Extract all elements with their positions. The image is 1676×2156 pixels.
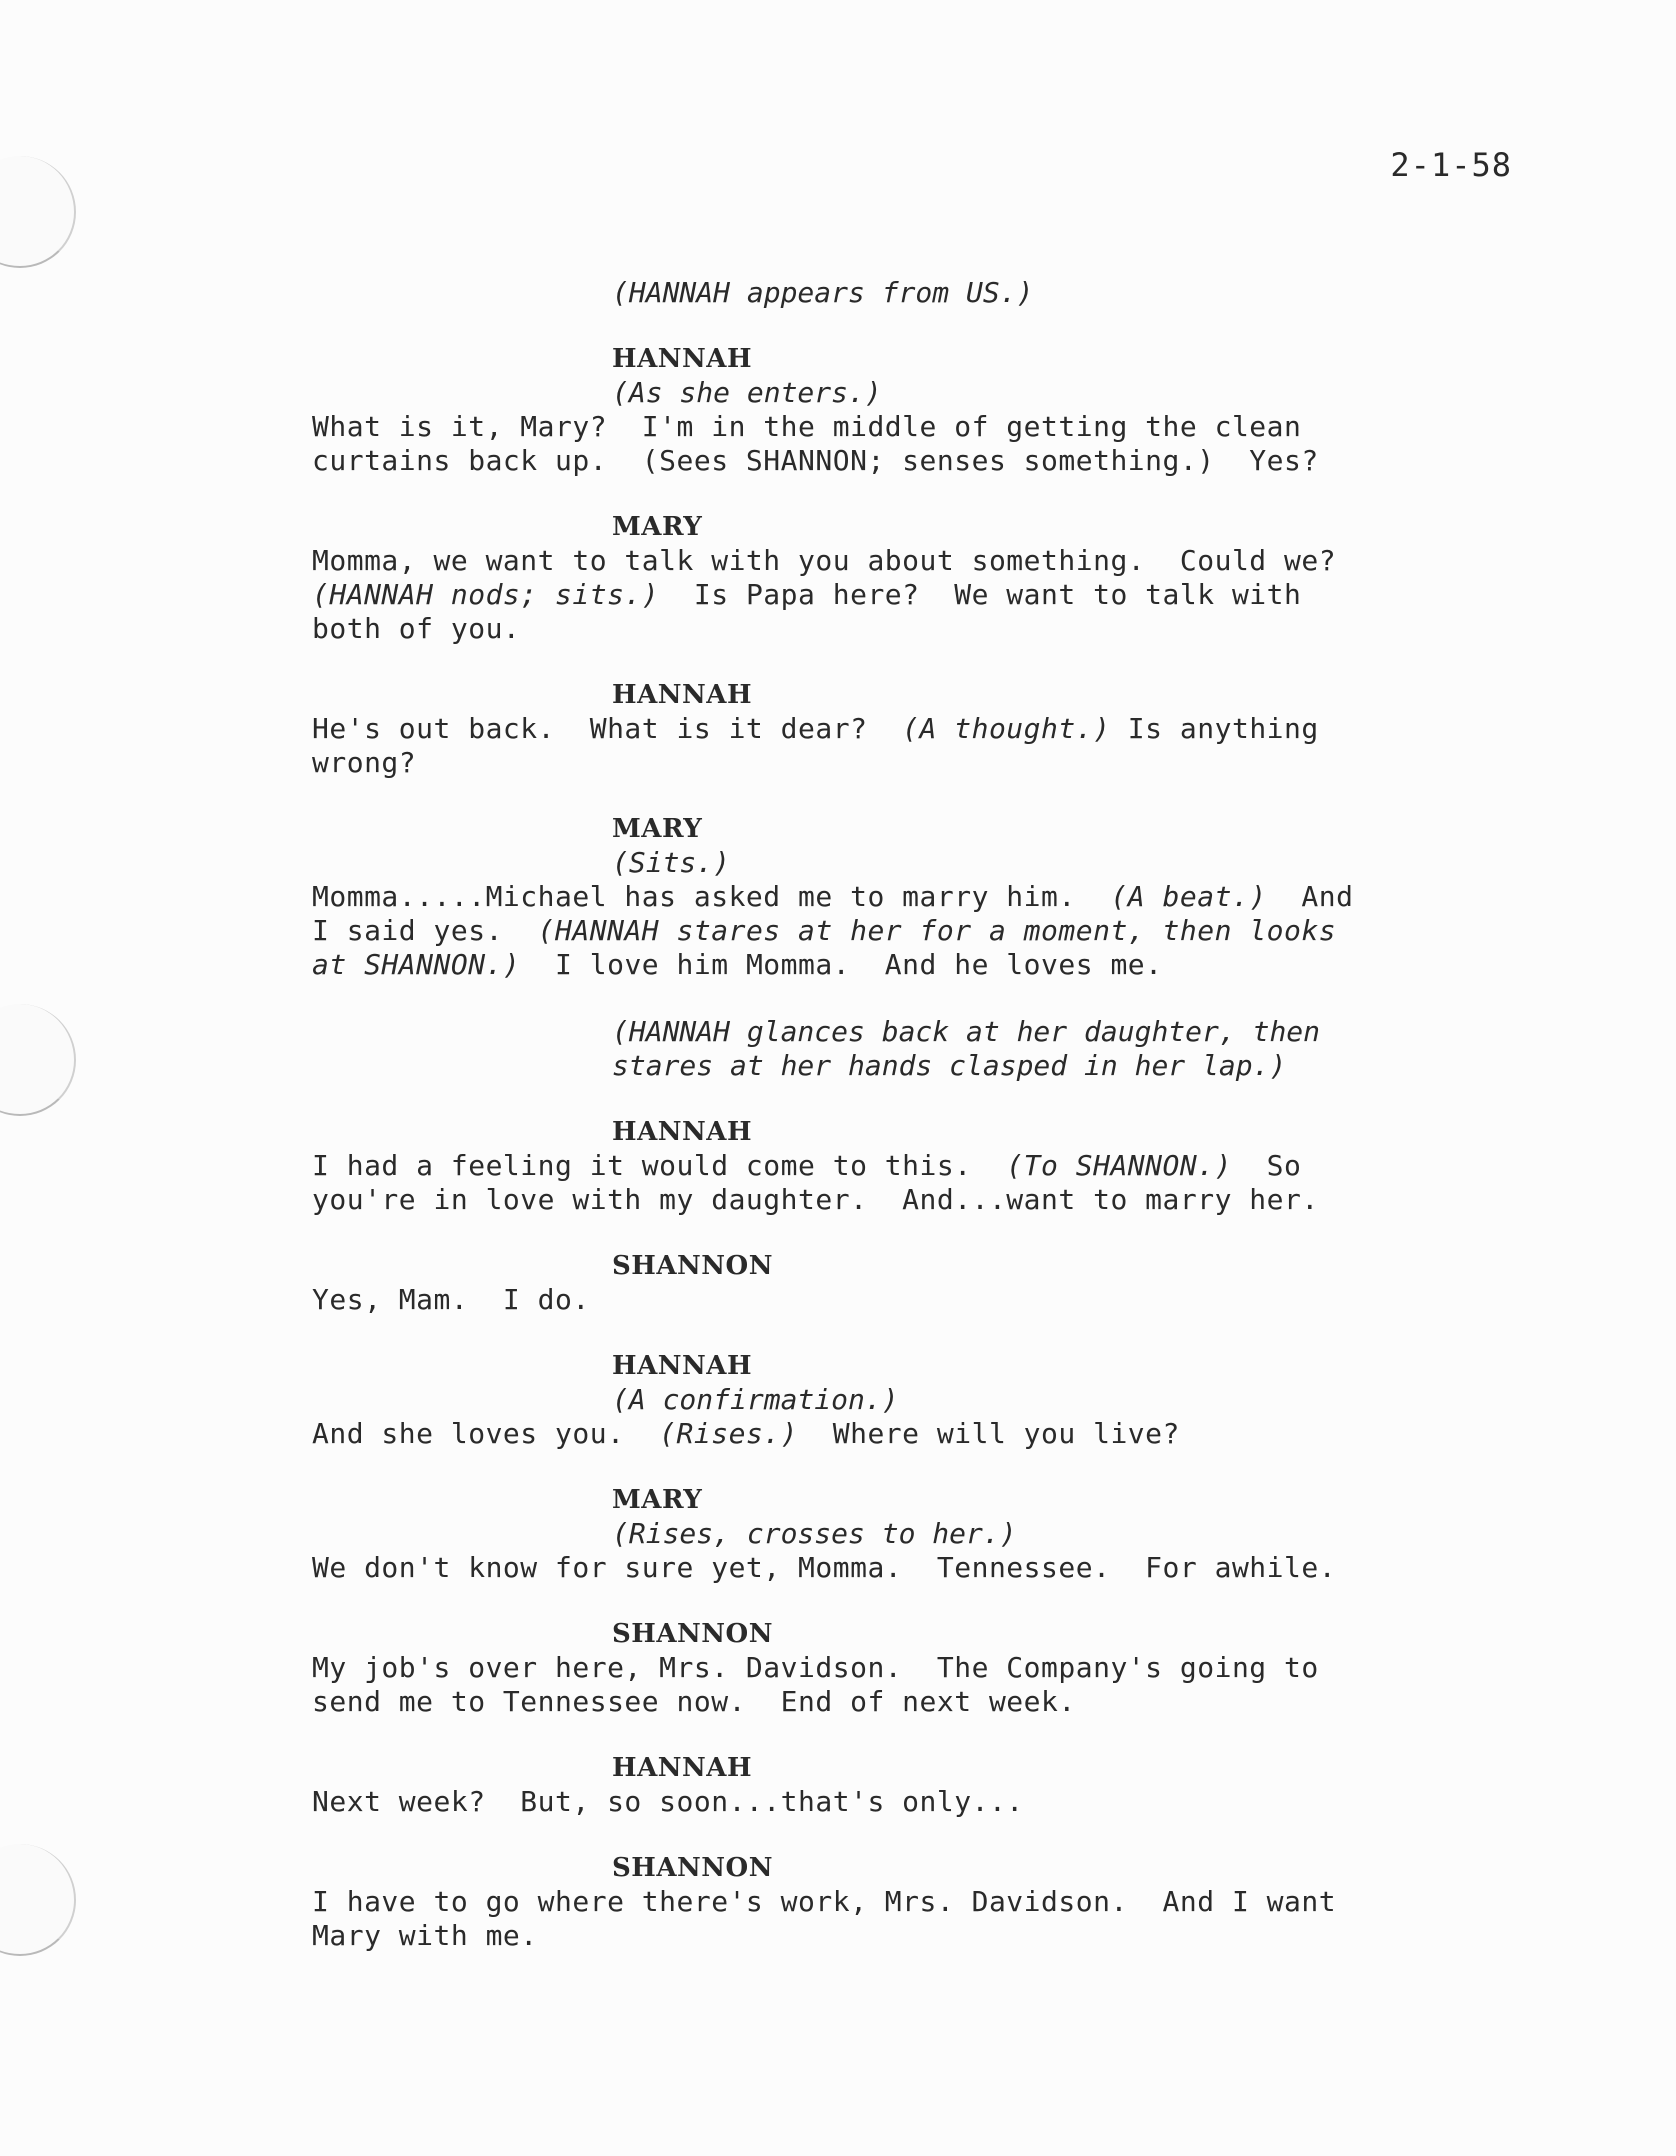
dialogue-text: send me to Tennessee now. End of next week. <box>312 1685 1076 1718</box>
parenthetical: (As she enters.) <box>612 376 882 409</box>
dialogue-line <box>312 746 1512 780</box>
inline-stage-direction: at SHANNON.) <box>312 948 521 981</box>
dialogue-line <box>312 1551 1512 1585</box>
dialogue-line <box>312 712 1512 746</box>
character-name: HANNAH <box>612 344 753 374</box>
character-name: SHANNON <box>612 1619 773 1649</box>
dialogue-text: What is it, Mary? I'm in the middle of getting the clean <box>312 410 1302 443</box>
script-body <box>312 276 1512 1953</box>
dialogue-line <box>312 1651 1512 1685</box>
dialogue-text: My job's over here, Mrs. Davidson. The Company's going to <box>312 1651 1319 1684</box>
dialogue-text: Momma.....Michael has asked me to marry him. <box>312 880 1111 913</box>
dialogue <box>312 1417 1512 1451</box>
dialogue-text: Next week? But, so soon...that's only... <box>312 1785 1024 1818</box>
block-spacer <box>312 1719 1512 1752</box>
inline-stage-direction: (To SHANNON.) <box>1006 1149 1232 1182</box>
dialogue-line <box>312 544 1512 578</box>
dialogue <box>312 712 1512 780</box>
block-spacer <box>312 646 1512 679</box>
dialogue-text: Momma, we want to talk with you about something. Could we? <box>312 544 1337 577</box>
block-spacer <box>312 982 1512 1015</box>
dialogue <box>312 544 1512 646</box>
character-name: SHANNON <box>612 1853 773 1883</box>
block-spacer <box>312 1451 1512 1484</box>
dialogue <box>312 1283 1512 1317</box>
dialogue-line <box>312 578 1512 612</box>
dialogue <box>312 1651 1512 1719</box>
dialogue-line <box>312 612 1512 646</box>
dialogue-line <box>312 914 1512 948</box>
inline-stage-direction: (Rises.) <box>659 1417 799 1450</box>
page-number: 2-1-58 <box>1390 146 1512 184</box>
dialogue-text: Yes, Mam. I do. <box>312 1283 590 1316</box>
block-spacer <box>312 1317 1512 1350</box>
stage-direction: (HANNAH glances back at her daughter, then stares at her hands clasped in her lap.) <box>612 1015 1321 1082</box>
dialogue-text: And she loves you. <box>312 1417 660 1450</box>
inline-stage-direction: (A beat.) <box>1110 880 1267 913</box>
dialogue-line <box>312 1283 1512 1317</box>
parenthetical: (A confirmation.) <box>612 1383 899 1416</box>
dialogue-text: Mary with me. <box>312 1919 538 1952</box>
block-spacer <box>312 1585 1512 1618</box>
dialogue-text: I had a feeling it would come to this. <box>312 1149 1007 1182</box>
dialogue <box>312 880 1512 982</box>
dialogue-line <box>312 1417 1512 1451</box>
character-name: HANNAH <box>612 1117 753 1147</box>
inline-stage-direction: (HANNAH stares at her for a moment, then looks <box>537 914 1337 947</box>
binder-hole-top <box>0 156 76 268</box>
dialogue-line <box>312 1149 1512 1183</box>
character-name: MARY <box>612 1485 703 1515</box>
dialogue-text: I love him Momma. And he loves me. <box>520 948 1163 981</box>
binder-hole-bottom <box>0 1844 76 1956</box>
dialogue-line <box>312 444 1512 478</box>
dialogue-line <box>312 1685 1512 1719</box>
dialogue-line <box>312 1885 1512 1919</box>
dialogue <box>312 1885 1512 1953</box>
dialogue-text: He's out back. What is it dear? <box>312 712 903 745</box>
inline-stage-direction: (A thought.) <box>902 712 1111 745</box>
dialogue-text: Is anything <box>1110 712 1319 745</box>
stage-direction: (HANNAH appears from US.) <box>612 276 1034 309</box>
block-spacer <box>312 1217 1512 1250</box>
dialogue-text: both of you. <box>312 612 521 645</box>
dialogue <box>312 410 1512 478</box>
dialogue-line <box>312 1785 1512 1819</box>
character-name: MARY <box>612 814 703 844</box>
character-name: HANNAH <box>612 1351 753 1381</box>
dialogue-line <box>312 880 1512 914</box>
dialogue-text: Where will you live? <box>798 1417 1180 1450</box>
dialogue-text: Is Papa here? We want to talk with <box>659 578 1302 611</box>
dialogue-text: I have to go where there's work, Mrs. Davidson. And I want <box>312 1885 1337 1918</box>
dialogue <box>312 1785 1512 1819</box>
binder-hole-middle <box>0 1004 76 1116</box>
parenthetical: (Sits.) <box>612 846 731 879</box>
dialogue-text: We don't know for sure yet, Momma. Tennessee. For awhile. <box>312 1551 1337 1584</box>
block-spacer <box>312 1819 1512 1852</box>
inline-stage-direction: (HANNAH nods; sits.) <box>312 578 660 611</box>
block-spacer <box>312 1083 1512 1116</box>
block-spacer <box>312 478 1512 511</box>
block-spacer <box>312 780 1512 813</box>
character-name: MARY <box>612 512 703 542</box>
dialogue-line <box>312 948 1512 982</box>
dialogue <box>312 1551 1512 1585</box>
dialogue-text: I said yes. <box>312 914 538 947</box>
character-name: HANNAH <box>612 680 753 710</box>
dialogue-text: you're in love with my daughter. And...want to marry her. <box>312 1183 1319 1216</box>
dialogue-line <box>312 1919 1512 1953</box>
character-name: SHANNON <box>612 1251 773 1281</box>
dialogue <box>312 1149 1512 1217</box>
dialogue-line <box>312 410 1512 444</box>
dialogue-text: curtains back up. (Sees SHANNON; senses something.) Yes? <box>312 444 1319 477</box>
block-spacer <box>312 310 1512 343</box>
dialogue-line <box>312 1183 1512 1217</box>
character-name: HANNAH <box>612 1753 753 1783</box>
dialogue-text: So <box>1231 1149 1302 1182</box>
parenthetical: (Rises, crosses to her.) <box>612 1517 1017 1550</box>
dialogue-text: And <box>1266 880 1354 913</box>
dialogue-text: wrong? <box>312 746 417 779</box>
